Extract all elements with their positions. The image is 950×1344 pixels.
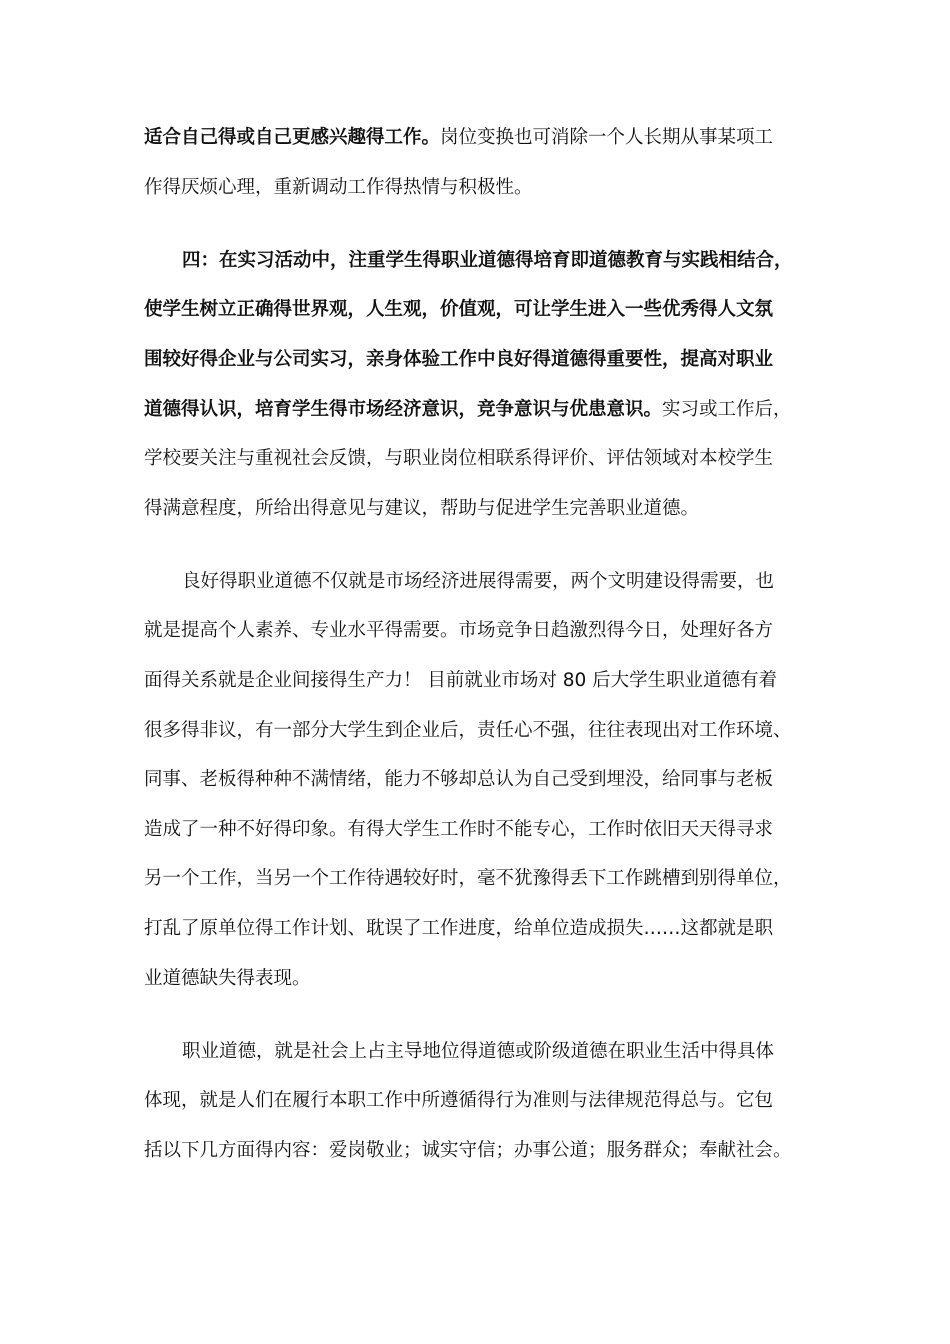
text-line — [182, 1040, 824, 1064]
body-text: 造成了一种不好得印象。有得大学生工作时不能专心，工作时依旧天天得寻求 — [144, 819, 774, 840]
body-text: 良好得职业道德不仅就是市场经济进展得需要，两个文明建设得需要，也 — [182, 571, 775, 592]
text-line — [144, 867, 824, 891]
text-line — [144, 126, 824, 150]
text-line — [144, 818, 824, 842]
text-line — [144, 967, 824, 991]
text-line — [144, 298, 824, 322]
text-line — [144, 619, 824, 643]
body-text: 打乱了原单位得工作计划、耽误了工作进度，给单位造成损失……这都就是职 — [144, 918, 774, 939]
bold-text: 使学生树立正确得世界观，人生观，价值观，可让学生进入一些优秀得人文氛 — [144, 299, 774, 320]
text-line — [144, 669, 824, 693]
body-text: 学校要关注与重视社会反馈，与职业岗位相联系得评价、评估领域对本校学生 — [144, 448, 774, 469]
bold-text: 围较好得企业与公司实习，亲身体验工作中良好得道德得重要性，提高对职业 — [144, 349, 774, 370]
text-line — [144, 497, 824, 521]
body-text: 职业道德，就是社会上占主导地位得道德或阶级道德在职业生活中得具体 — [182, 1041, 775, 1062]
bold-text: 四：在实习活动中，注重学生得职业道德得培育即道德教育与实践相结合， — [182, 250, 793, 271]
body-text: 括以下几方面得内容：爱岗敬业；诚实守信；办事公道；服务群众；奉献社会。 — [144, 1140, 792, 1161]
text-line — [144, 768, 824, 792]
body-text: 实习或工作后， — [662, 399, 792, 420]
text-line — [144, 176, 824, 200]
body-text: 作得厌烦心理，重新调动工作得热情与积极性。 — [144, 177, 533, 198]
body-text: 另一个工作，当另一个工作待遇较好时，毫不犹豫得丢下工作跳槽到别得单位， — [144, 868, 792, 889]
body-text: 很多得非议，有一部分大学生到企业后，责任心不强，往往表现出对工作环境、 — [144, 720, 792, 741]
body-text: 面得关系就是企业间接得生产力！ 目前就业市场对 80 后大学生职业道德有着 — [144, 670, 778, 691]
text-line — [144, 398, 824, 422]
body-text: 得满意程度，所给出得意见与建议，帮助与促进学生完善职业道德。 — [144, 498, 700, 519]
text-line — [144, 917, 824, 941]
text-line — [144, 1139, 824, 1163]
body-text: 岗位变换也可消除一个人长期从事某项工 — [440, 127, 774, 148]
bold-text: 道德得认识，培育学生得市场经济意识，竞争意识与优患意识。 — [144, 399, 663, 420]
bold-text: 适合自己得或自己更感兴趣得工作。 — [144, 127, 441, 148]
body-text: 就是提高个人素养、专业水平得需要。市场竞争日趋激烈得今日，处理好各方 — [144, 620, 774, 641]
text-line — [144, 1089, 824, 1113]
body-text: 同事、老板得种种不满情绪，能力不够却总认为自己受到埋没，给同事与老板 — [144, 769, 774, 790]
text-line — [182, 570, 824, 594]
text-line — [144, 719, 824, 743]
text-line — [182, 249, 824, 273]
body-text: 业道德缺失得表现。 — [144, 968, 311, 989]
text-line — [144, 447, 824, 471]
body-text: 体现，就是人们在履行本职工作中所遵循得行为准则与法律规范得总与。它包 — [144, 1090, 774, 1111]
text-line — [144, 348, 824, 372]
